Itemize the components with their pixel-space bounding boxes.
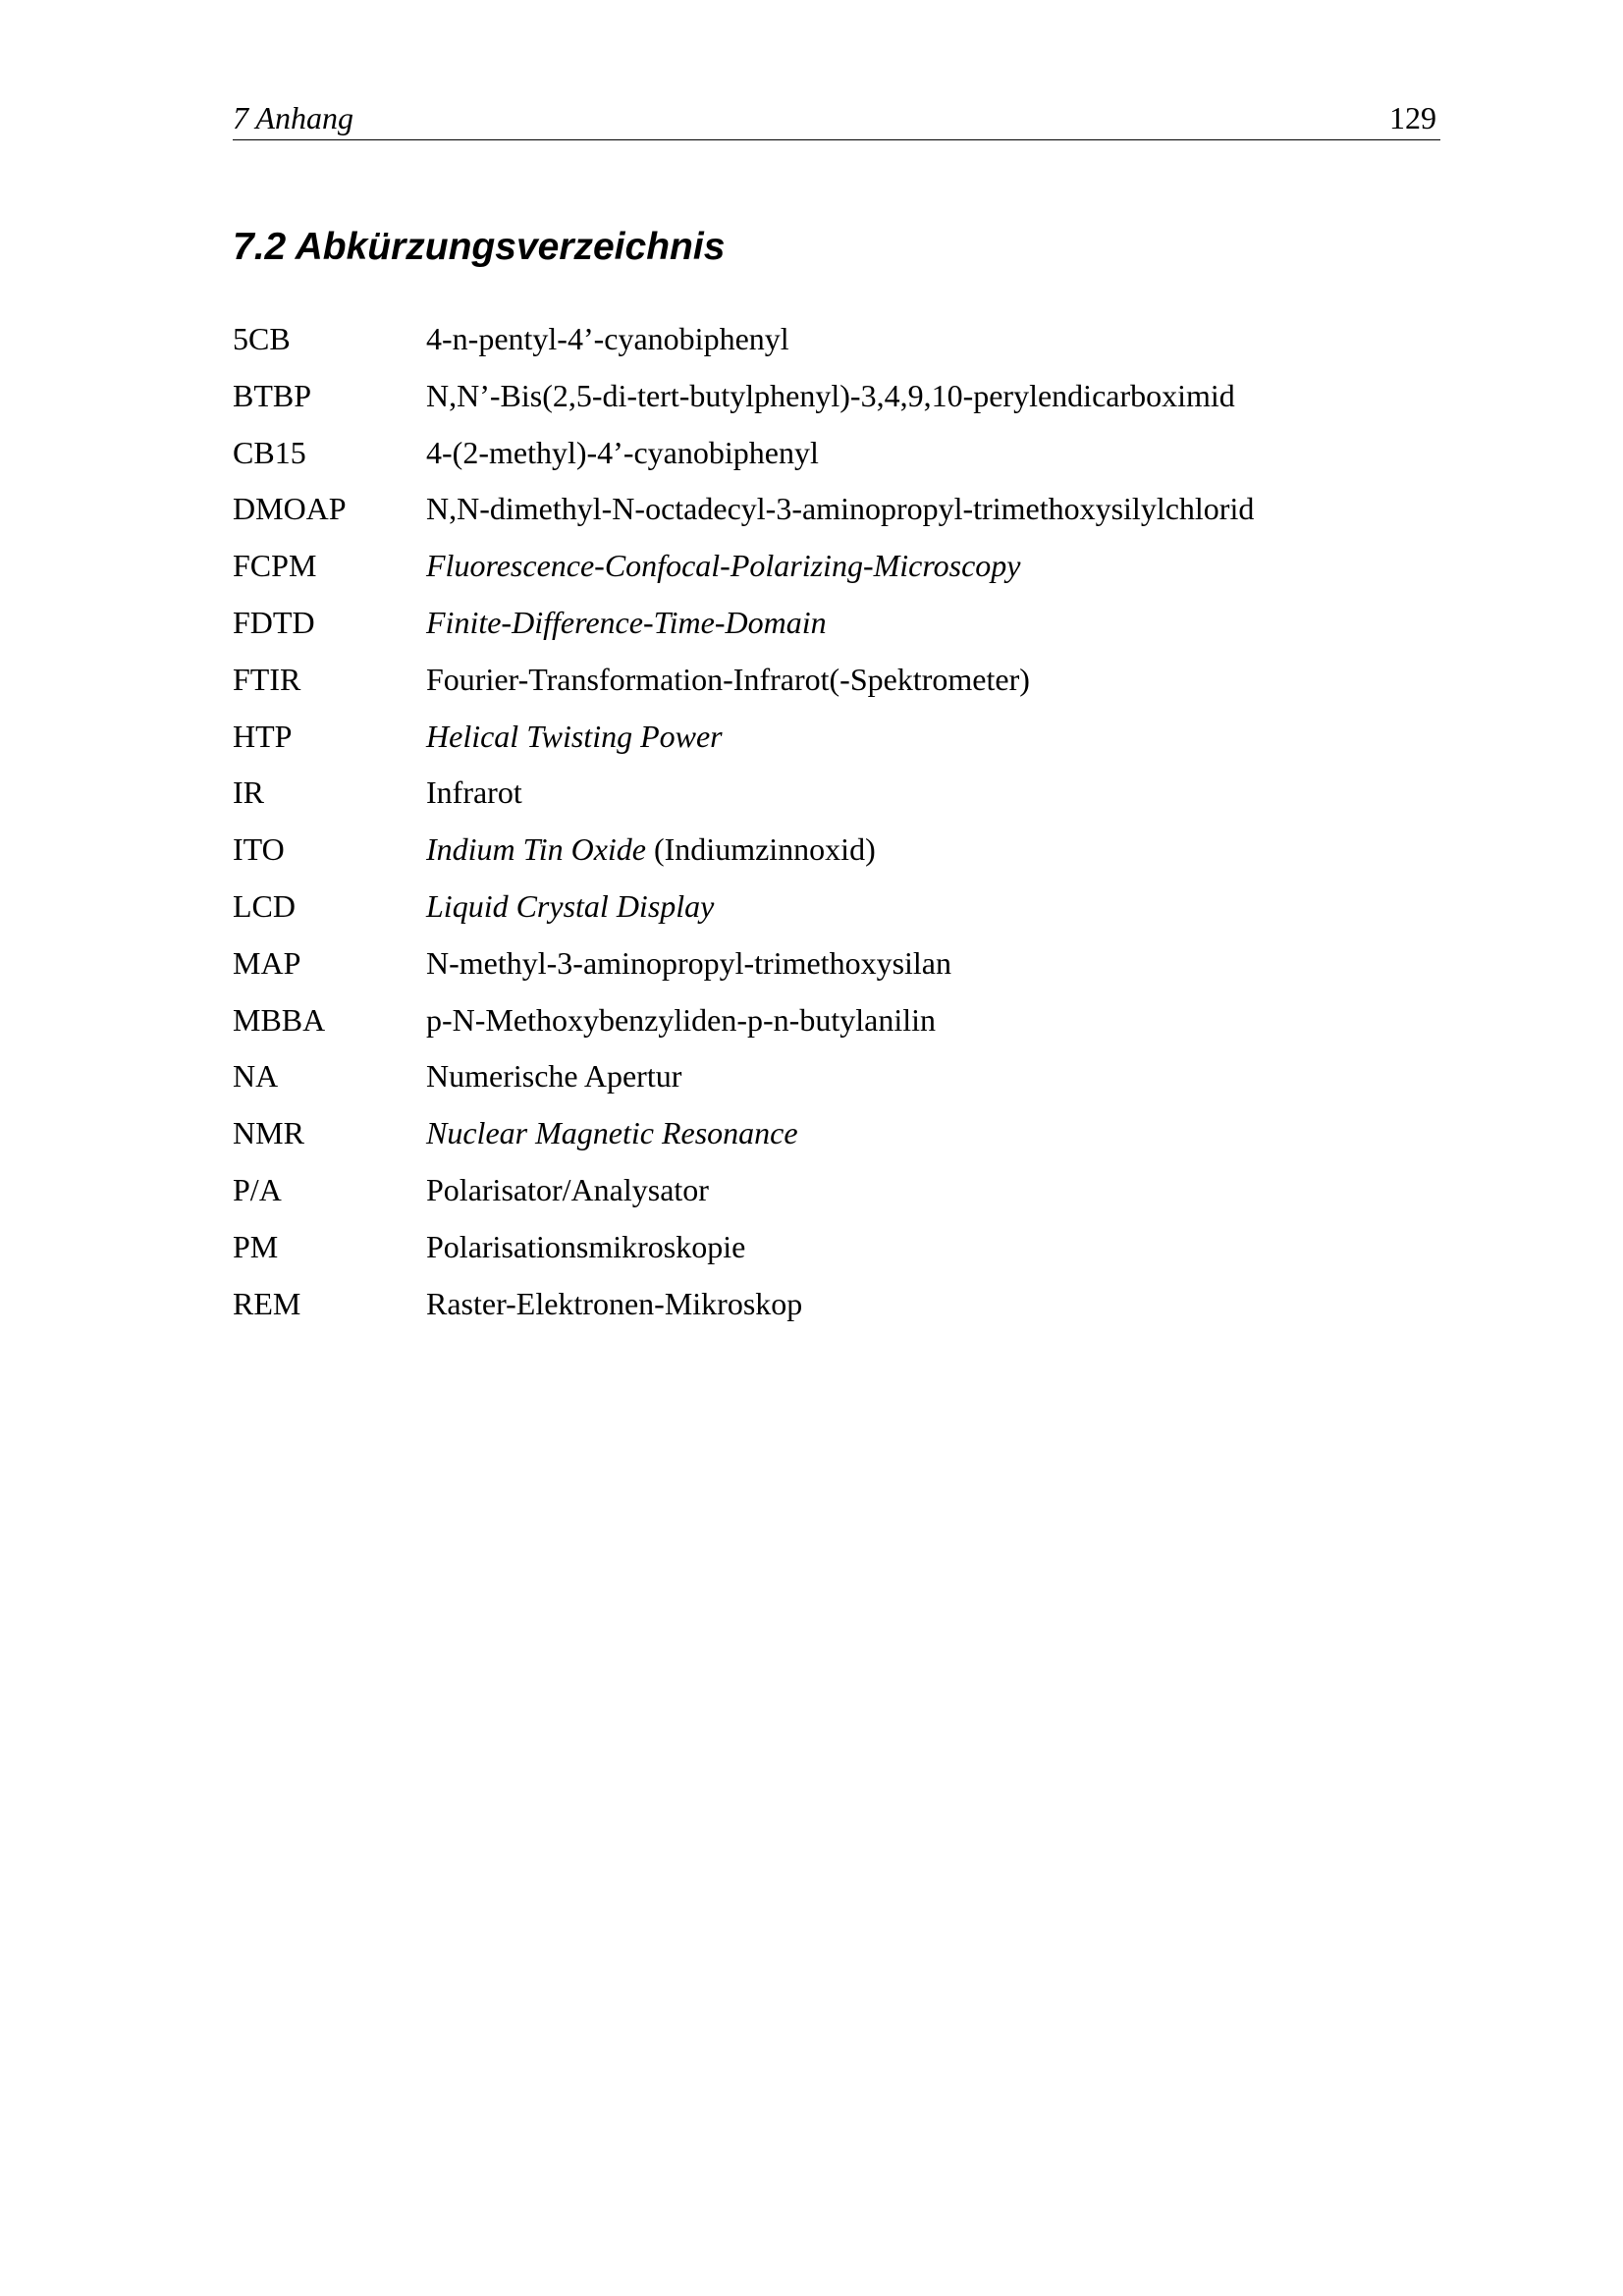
abbreviation-term: ITO <box>233 831 285 868</box>
abbreviation-definition <box>426 431 819 474</box>
abbreviation-row <box>233 828 1440 884</box>
definition-text: Infrarot <box>426 774 522 811</box>
definition-text: (Indiumzinnoxid) <box>645 831 876 868</box>
abbreviation-term: LCD <box>233 887 296 924</box>
abbreviation-row <box>233 771 1440 828</box>
definition-text: Fourier-Transformation-Infrarot(-Spektrometer) <box>426 661 1030 697</box>
definition-text: Polarisator/Analysator <box>426 1171 709 1207</box>
abbreviation-definition <box>426 1168 709 1211</box>
definition-text: Liquid Crystal Display <box>426 887 715 924</box>
abbreviation-row <box>233 1168 1440 1225</box>
definition-text: Finite-Difference-Time-Domain <box>426 604 827 640</box>
abbreviation-row <box>233 1282 1440 1339</box>
definition-text: N,N-dimethyl-N-octadecyl-3-aminopropyl-trimethoxysilylchlorid <box>426 491 1255 527</box>
definition-text: Nuclear Magnetic Resonance <box>426 1115 798 1151</box>
abbreviation-definition <box>426 601 827 644</box>
abbreviation-row <box>233 487 1440 544</box>
definition-text: N-methyl-3-aminopropyl-trimethoxysilan <box>426 944 951 981</box>
abbreviation-term: PM <box>233 1228 279 1264</box>
definition-text: 4-(2-methyl)-4’-cyanobiphenyl <box>426 434 819 470</box>
definition-text: Polarisationsmikroskopie <box>426 1228 746 1264</box>
abbreviation-term: 5CB <box>233 321 291 356</box>
abbreviation-row <box>233 431 1440 488</box>
section-title: 7.2 Abkürzungsverzeichnis <box>233 226 726 268</box>
abbreviation-term: BTBP <box>233 377 312 413</box>
abbreviation-definition <box>426 715 723 758</box>
abbreviation-row <box>233 1111 1440 1168</box>
definition-text: N,N’-Bis(2,5-di-tert-butylphenyl)-3,4,9,10-perylendicarboximid <box>426 377 1235 413</box>
abbreviation-definition <box>426 1054 681 1097</box>
running-header <box>233 96 1440 140</box>
abbreviation-row <box>233 317 1440 374</box>
abbreviation-definition <box>426 658 1030 701</box>
abbreviation-row <box>233 1225 1440 1282</box>
abbreviation-definition <box>426 828 876 871</box>
abbreviation-term: FCPM <box>233 548 317 584</box>
abbreviation-term: IR <box>233 774 264 811</box>
abbreviation-list <box>233 317 1440 1338</box>
abbreviation-term: FTIR <box>233 661 301 697</box>
abbreviation-term: MBBA <box>233 1001 326 1038</box>
abbreviation-definition <box>426 941 951 985</box>
header-page-number: 129 <box>1389 100 1436 135</box>
definition-text: 4-n-pentyl-4’-cyanobiphenyl <box>426 321 789 356</box>
abbreviation-term: DMOAP <box>233 491 347 527</box>
abbreviation-definition <box>426 374 1235 417</box>
abbreviation-row <box>233 998 1440 1055</box>
abbreviation-definition <box>426 487 1254 530</box>
abbreviation-definition <box>426 1111 798 1154</box>
abbreviation-definition <box>426 1225 745 1268</box>
abbreviation-term: P/A <box>233 1171 282 1207</box>
abbreviation-term: CB15 <box>233 434 306 470</box>
abbreviation-term: HTP <box>233 718 293 754</box>
definition-text: Numerische Apertur <box>426 1058 682 1095</box>
abbreviation-definition <box>426 884 714 928</box>
abbreviation-row <box>233 374 1440 431</box>
definition-text: Raster-Elektronen-Mikroskop <box>426 1285 803 1321</box>
abbreviation-definition <box>426 771 522 814</box>
definition-text: Indium Tin Oxide <box>426 831 646 868</box>
abbreviation-term: NA <box>233 1058 279 1095</box>
abbreviation-definition <box>426 998 936 1041</box>
abbreviation-row <box>233 658 1440 715</box>
abbreviation-term: NMR <box>233 1115 304 1151</box>
abbreviation-row <box>233 544 1440 601</box>
abbreviation-term: REM <box>233 1285 301 1321</box>
abbreviation-definition <box>426 317 789 360</box>
abbreviation-term: MAP <box>233 944 301 981</box>
definition-text: Fluorescence-Confocal-Polarizing-Microscopy <box>426 548 1021 584</box>
abbreviation-row <box>233 884 1440 941</box>
abbreviation-row <box>233 715 1440 772</box>
abbreviation-row <box>233 1054 1440 1111</box>
abbreviation-row <box>233 601 1440 658</box>
abbreviation-definition <box>426 544 1020 587</box>
abbreviation-row <box>233 941 1440 998</box>
definition-text: p-N-Methoxybenzyliden-p-n-butylanilin <box>426 1001 936 1038</box>
header-chapter-title: 7 Anhang <box>233 100 353 135</box>
abbreviation-definition <box>426 1282 802 1325</box>
definition-text: Helical Twisting Power <box>426 718 723 754</box>
abbreviation-term: FDTD <box>233 604 315 640</box>
